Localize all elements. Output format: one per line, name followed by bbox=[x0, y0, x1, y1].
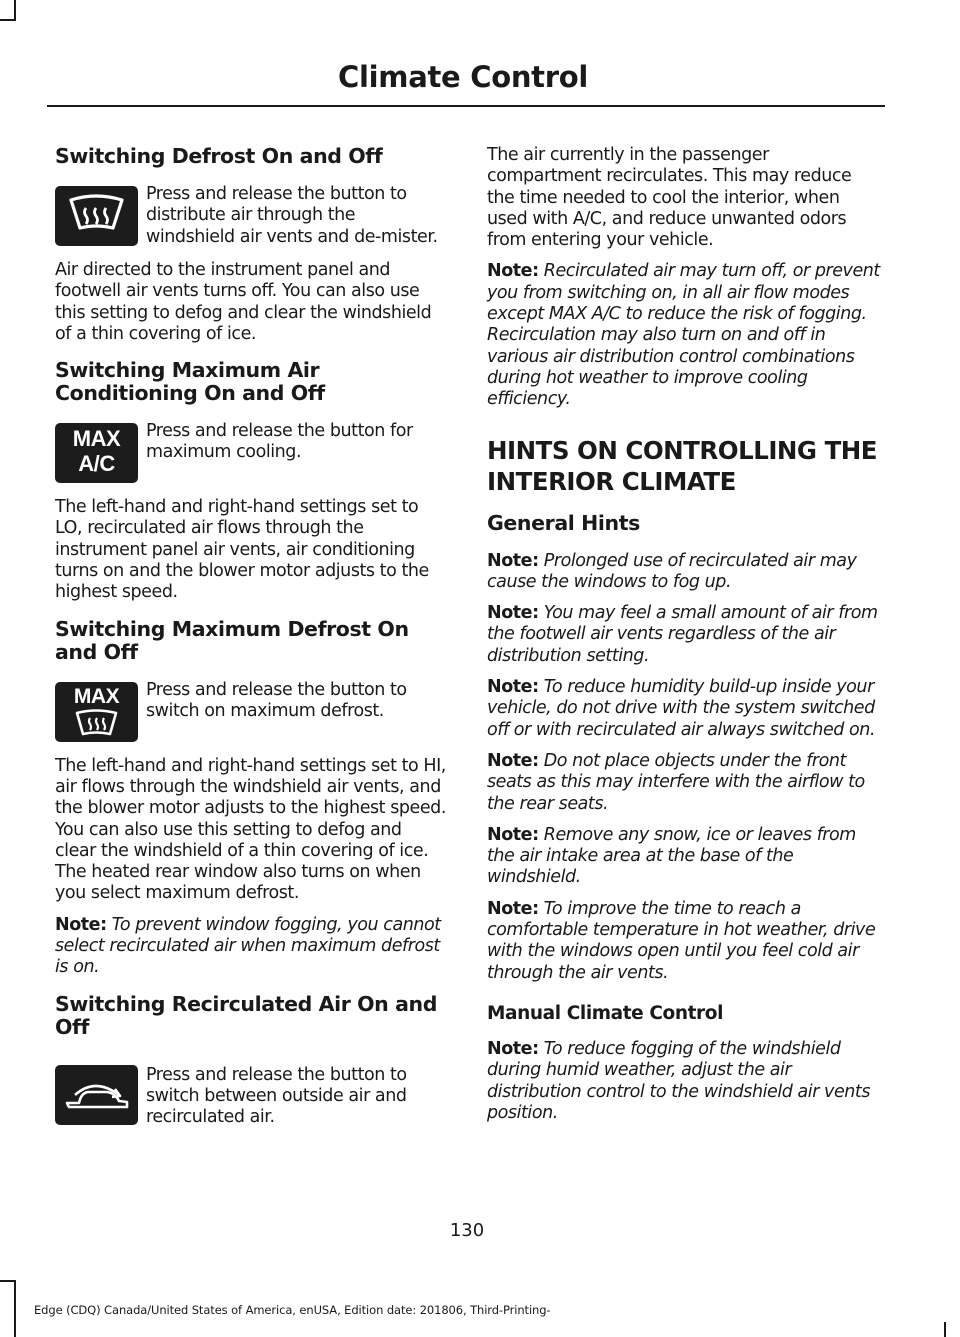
general-note: Note: Remove any snow, ice or leaves from the air intake area at the base of the windshield. bbox=[487, 824, 856, 888]
page-number: 130 bbox=[449, 1220, 485, 1241]
recirculated-air-icon bbox=[55, 1065, 138, 1125]
manual-climate-heading: Manual Climate Control bbox=[487, 1002, 724, 1024]
crop-mark bbox=[14, 1280, 16, 1337]
recirc-paragraph: The air currently in the passenger compartment recirculates. This may reduce the time needed to cool the interior, when used with A/C, and reduce unwanted odors from entering your vehicle. bbox=[487, 145, 852, 251]
hints-heading: HINTS ON CONTROLLING THE INTERIOR CLIMATE bbox=[487, 435, 878, 496]
heading-defrost: Switching Defrost On and Off bbox=[55, 144, 383, 168]
max-ac-paragraph: The left-hand and right-hand settings set to LO, recirculated air flows through the instrument panel air vents, air conditioning turns on and the blower motor adjusts to the highest speed. bbox=[55, 497, 429, 603]
recirc-icon-text: Press and release the button to switch between outside air and recirculated air. bbox=[146, 1064, 407, 1128]
general-note: Note: Prolonged use of recirculated air may cause the windows to fog up. bbox=[487, 550, 857, 592]
heading-max-ac: Switching Maximum Air Conditioning On and Off bbox=[55, 358, 325, 406]
left-column bbox=[55, 145, 447, 1139]
general-hints-heading: General Hints bbox=[487, 510, 640, 535]
crop-mark bbox=[944, 1322, 946, 1337]
header-rule bbox=[47, 105, 885, 107]
max-defrost-icon-text: Press and release the button to switch on maximum defrost. bbox=[146, 679, 407, 721]
windshield-defrost-icon bbox=[55, 186, 138, 246]
crop-mark bbox=[14, 0, 16, 20]
right-column bbox=[487, 145, 881, 1134]
defrost-paragraph: Air directed to the instrument panel and footwell air vents turns off. You can also use this setting to defog and clear the windshield of a thin covering of ice. bbox=[55, 260, 432, 344]
footer-edition: Edge (CDQ) Canada/United States of America, enUSA, Edition date: 201806, Third-Printing- bbox=[34, 1303, 551, 1317]
heading-recirc: Switching Recirculated Air On and Off bbox=[55, 991, 438, 1039]
crop-mark bbox=[0, 1280, 16, 1282]
max-ac-icon-paragraph bbox=[55, 421, 447, 487]
max-ac-icon: MAX A/C bbox=[55, 423, 138, 483]
defrost-icon-text: Press and release the button to distribute air through the windshield air vents and de-mister. bbox=[146, 184, 438, 247]
crop-mark bbox=[0, 19, 16, 21]
recirc-note: Note: Recirculated air may turn off, or prevent you from switching on, in all air flow modes except MAX A/C to reduce the risk of fogging. Recirculation may also turn on and off in various air distribution control combinations during hot weather to improve cooling efficiency. bbox=[487, 261, 880, 410]
recirc-icon-paragraph bbox=[55, 1055, 447, 1129]
general-note: Note: To reduce humidity build-up inside your vehicle, do not drive with the system switched off or with recirculated air always switched on. bbox=[487, 677, 876, 740]
page-title: Climate Control bbox=[338, 60, 588, 94]
max-defrost-note: Note: To prevent window fogging, you cannot select recirculated air when maximum defrost is on. bbox=[55, 914, 441, 978]
max-defrost-paragraph: The left-hand and right-hand settings set to HI, air flows through the windshield air vents, and the blower motor adjusts to the highest speed. You can also use this setting to defog and clear the windshield of a thin covering of ice. The heated rear window also turns on when you select maximum defrost. bbox=[55, 755, 446, 904]
max-ac-icon-text: Press and release the button for maximum cooling. bbox=[146, 421, 413, 463]
heading-max-defrost: Switching Maximum Defrost On and Off bbox=[55, 616, 409, 664]
max-defrost-icon-paragraph bbox=[55, 680, 447, 746]
max-defrost-icon: MAX bbox=[55, 682, 138, 742]
general-note: Note: Do not place objects under the front seats as this may interfere with the airflow to the rear seats. bbox=[487, 750, 865, 814]
general-note: Note: To improve the time to reach a comfortable temperature in hot weather, drive with the windows open until you feel cold air through the air vents. bbox=[487, 898, 876, 983]
defrost-icon-paragraph bbox=[55, 184, 447, 250]
manual-climate-note: Note: To reduce fogging of the windshield during humid weather, adjust the air distribution control to the windshield air vents position. bbox=[487, 1038, 870, 1123]
general-note: Note: You may feel a small amount of air from the footwell air vents regardless of the air distribution setting. bbox=[487, 603, 878, 666]
